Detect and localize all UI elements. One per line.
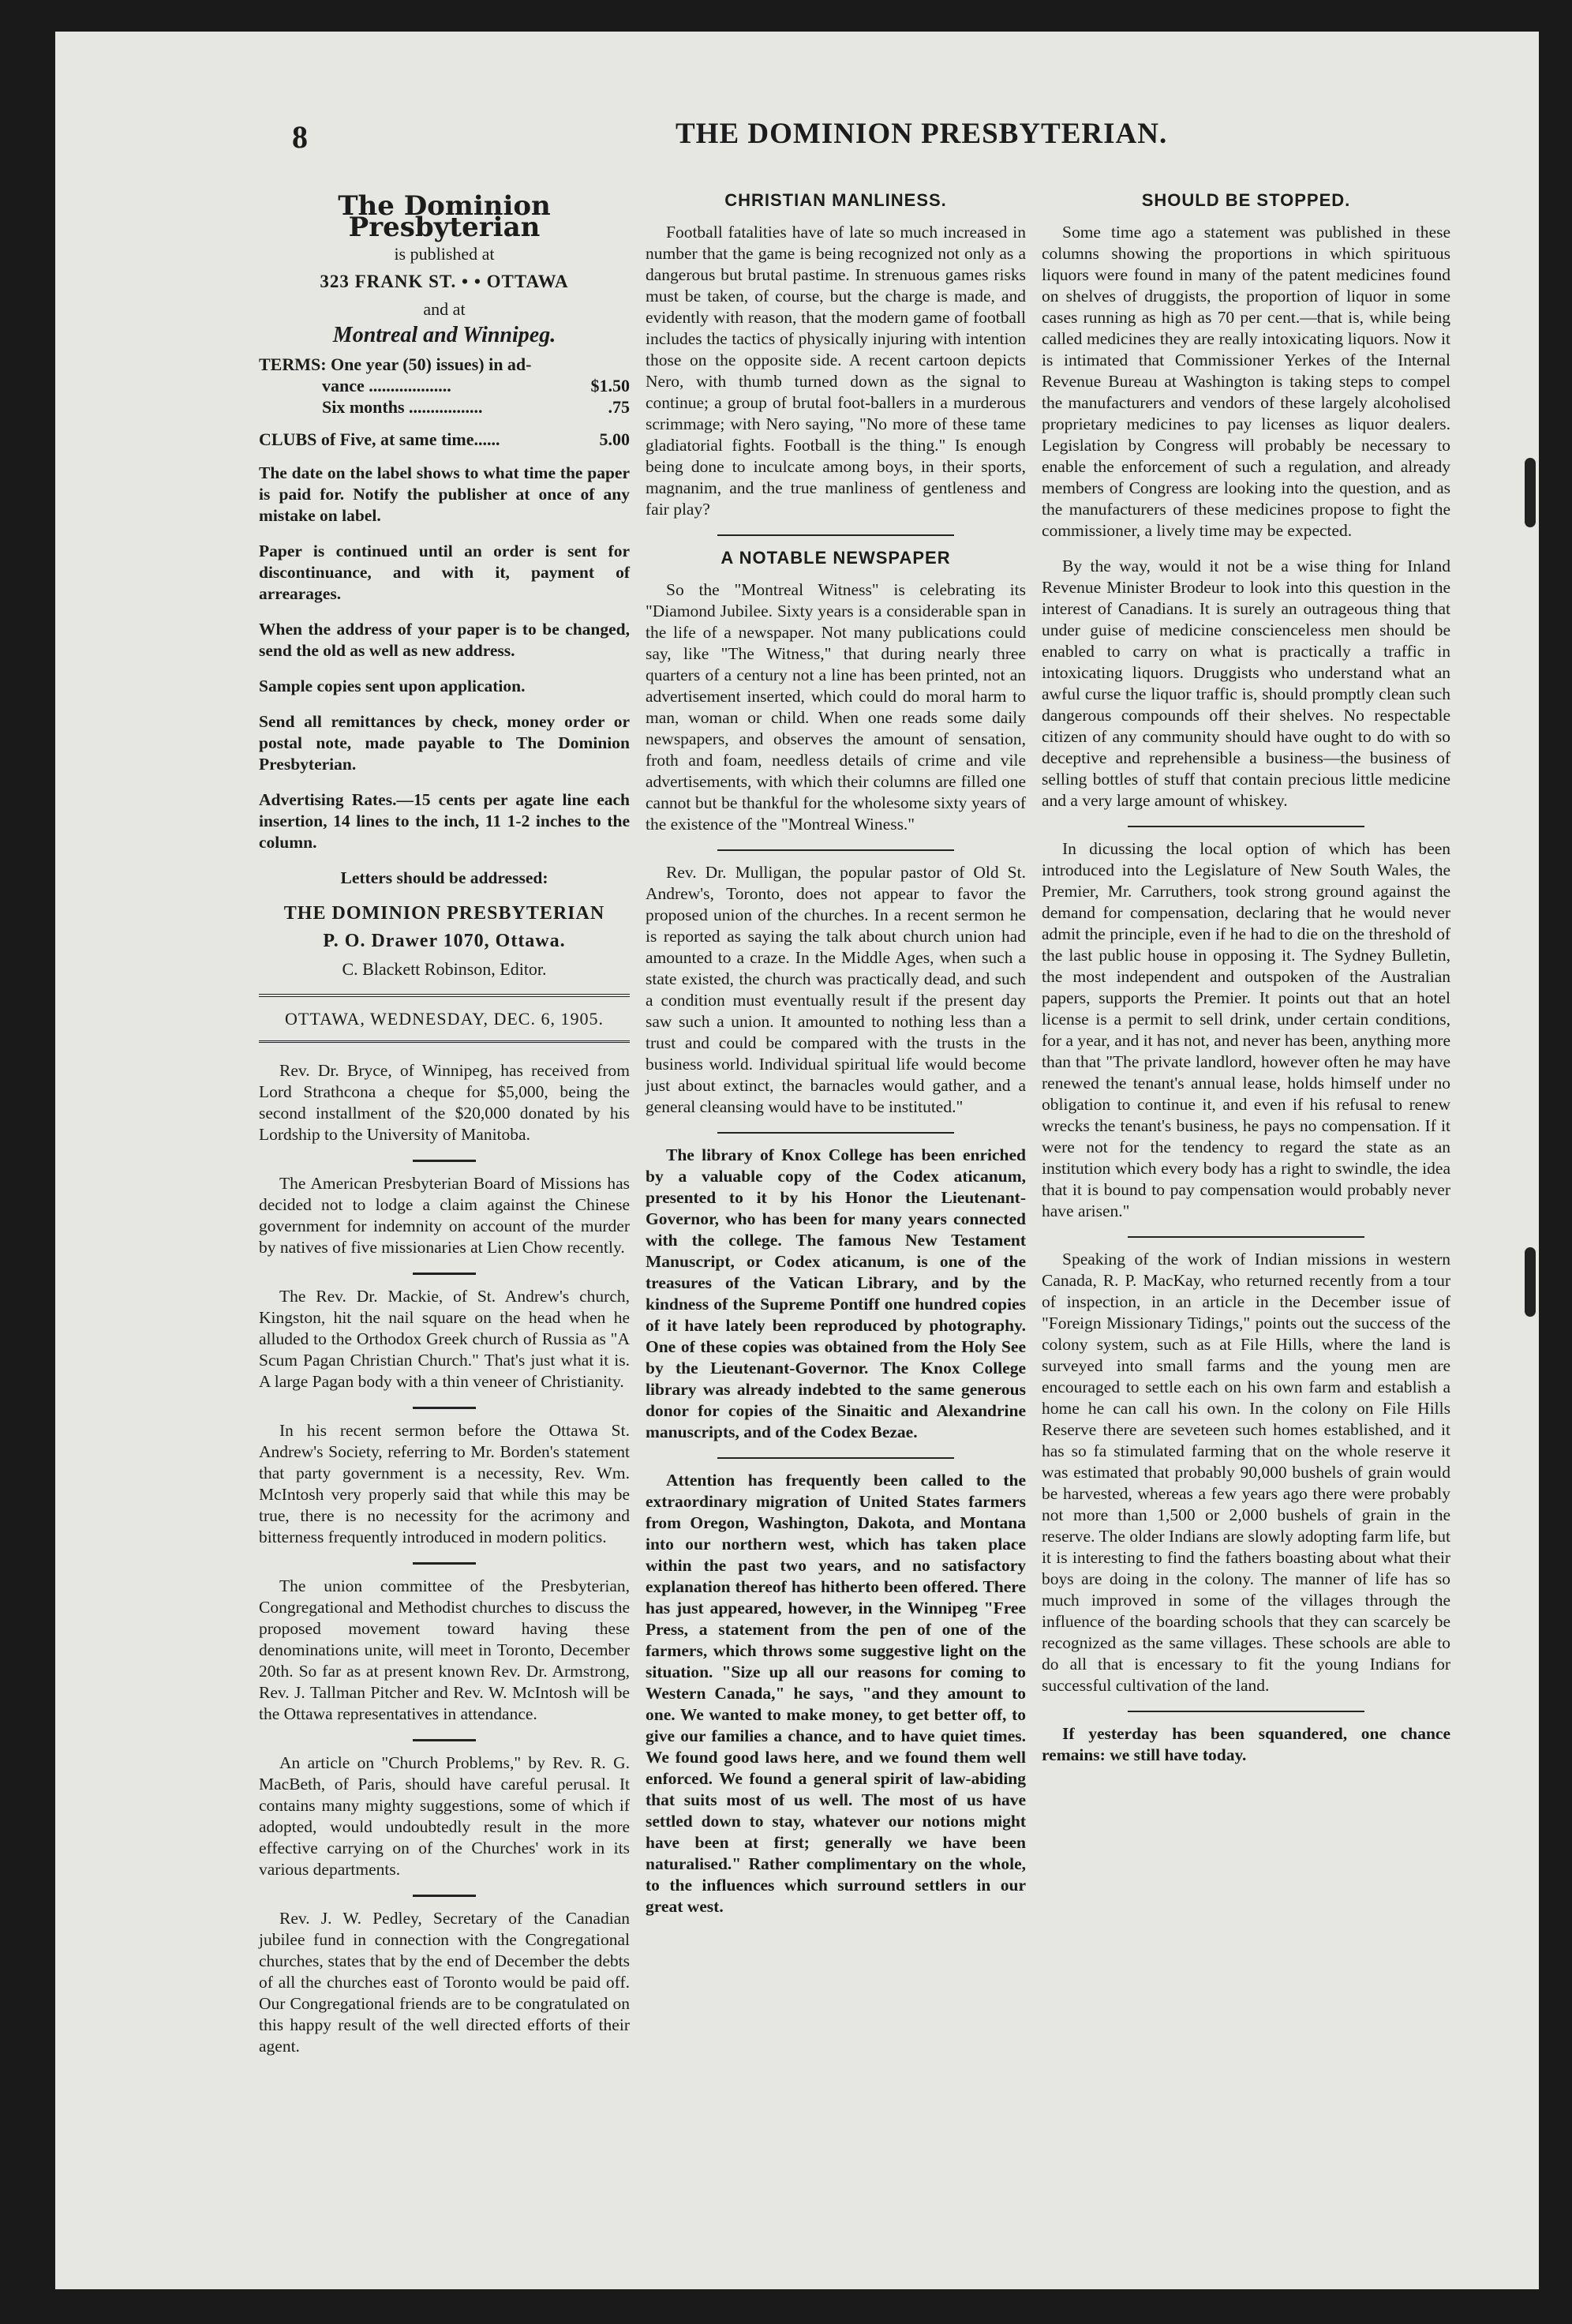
page-number: 8 — [292, 119, 308, 155]
notice-address: When the address of your paper is to be changed, send the old as well as new address. — [259, 620, 630, 660]
notice-sample: Sample copies sent upon application. — [259, 677, 526, 695]
divider — [413, 1562, 476, 1565]
heading-should-be-stopped: SHOULD BE STOPPED. — [1141, 190, 1351, 210]
article-paragraph: In dicussing the local option of which has been introduced into the Legislature of New South Wales, the Premier, Mr. Carruthers, took strong ground against the demand for compensation, declaring that he would never admit the principle, even if he had to die on the threshold of the last public house in opposing it. The Sydney Bulletin, the most independent and outspoken of the Australian papers, supports the Premier. It points out that an hotel license is a permit to sell drink, under certain conditions, for a year, and it has not, and never has been, anything more than that "The private landlord, however often he may have renewed the tenant's annual lease, holds himself under no obligation to continue it, and even if his refusal to renew wrecks the tenant's business, he pays no compensation. If it were not for the tendency to regard the state as an institution which every body has a right to swindle, the idea that it is bound to pay compensation would probably never have arisen." — [1042, 839, 1450, 1220]
divider — [413, 1739, 476, 1741]
letters-label: Letters should be addressed: — [340, 868, 548, 887]
notice-label: The date on the label shows to what time the paper is paid for. Notify the publisher at once of any mistake on label. — [259, 463, 630, 525]
six-months-price: .75 — [608, 397, 630, 417]
masthead: THE DOMINION PRESBYTERIAN. — [676, 118, 1168, 150]
news-item: An article on "Church Problems," by Rev. R. G. MacBeth, of Paris, should have careful perusal. It contains many mighty suggestions, some of which if adopted, would undoubtedly result in the more effective carrying on of the Churches' work in its various departments. — [259, 1753, 630, 1879]
clubs: CLUBS of Five, at same time...... — [259, 429, 500, 449]
po-box: P. O. Drawer 1070, Ottawa. — [323, 931, 566, 951]
divider — [1128, 1711, 1364, 1712]
terms-year-price: $1.50 — [590, 376, 630, 395]
divider — [717, 1132, 954, 1134]
divider — [717, 534, 954, 536]
article-paragraph: By the way, would it not be a wise thing for Inland Revenue Minister Brodeur to look into this question in the interest of Canadians. It is surely an outrageous thing that under guise of medicine conscienceless men should be enabled to carry on what is practically a traffic in intoxicating liquors. Druggists who understand what an awful curse the liquor traffic is, should promptly clean such dangerous compounds off their shelves. No respectable citizen of any community should have ought to do with so deceptive and reprehensible a business—the business of selling bottles of stuff that contain precious little medicine and a very large amount of whiskey. — [1042, 557, 1450, 810]
article-paragraph: Football fatalities have of late so much increased in number that the game is being recognized not only as a dangerous but brutal pastime. In strenuous games risks must be taken, of course, but the charge is made, and evidently with reason, that the modern game of football includes the tactics of physically injuring with intention those on the opposite side. A recent cartoon depicts Nero, with thumb turned down as the signal to continue; a group of brutal foot-ballers in a murderous scrimmage; with Nero saying, "No more of these tame gladiatorial fights. Football is the thing." Is enough being done to inculcate among boys, in their sports, magnanim, and the true manliness of gentleness and fair play? — [646, 223, 1026, 519]
news-item: The American Presbyterian Board of Missions has decided not to lodge a claim against the Chinese government for indemnity on account of the murder by natives of five missionaries at Lien Chow recently. — [259, 1174, 630, 1257]
divider — [413, 1895, 476, 1897]
published-at: is published at — [394, 244, 495, 264]
publisher-notices — [259, 463, 630, 889]
heading-christian-manliness: CHRISTIAN MANLINESS. — [724, 190, 947, 210]
address: 323 FRANK ST. • • OTTAWA — [320, 272, 569, 291]
divider — [413, 1407, 476, 1409]
news-item: The Rev. Dr. Mackie, of St. Andrew's church, Kingston, hit the nail square on the head when he alluded to the Orthodox Greek church of Russia as "A Scum Pagan Christian Church." That's just what it is. A large Pagan body with a thin veneer of Christianity. — [259, 1287, 630, 1391]
heading-notable-newspaper: A NOTABLE NEWSPAPER — [720, 548, 951, 568]
newspaper-page — [55, 32, 1539, 2289]
binding-mark — [1525, 458, 1536, 527]
news-item: The union committee of the Presbyterian, Congregational and Methodist churches to discuss the proposed movement toward having these denominations unite, will meet in Toronto, December 20th. So far as at present known Rev. Dr. Armstrong, Rev. J. Tallman Pitcher and Rev. W. McIntosh will be the Ottawa representatives in attendance. — [259, 1576, 630, 1723]
binding-mark — [1525, 1247, 1536, 1317]
paper-title: The Dominion Presbyterian — [338, 190, 551, 243]
divider — [717, 849, 954, 851]
article-paragraph: Some time ago a statement was published in these columns showing the proportions in which spirituous liquors were found in many of the patent medicines found on shelves of druggists, the proportion of liquor in some cases running as high as 70 per cent.—that is, while being called medicines they are really intoxicating liquors. Now it is intimated that Commissioner Yerkes of the Internal Revenue Bureau at Washington is taking steps to compel the manufacturers and vendors of these largely alcoholised proprietary medicines to pay licenses as liquor dealers. Legislation by Congress will probably be necessary to enable the enforcement of such a regulation, and already members of Congress are looking into the question, and as the manufacturers of these medicines propose to fight the commissioner, a lively time may be expected. — [1042, 223, 1450, 540]
news-item: In his recent sermon before the Ottawa St. Andrew's Society, referring to Mr. Borden's statement that party government is a necessity, Rev. Wm. McIntosh very properly said that while this may be true, there is no necessity for the acrimony and bitterness frequently introduced in modern politics. — [259, 1421, 630, 1546]
cities: Montreal and Winnipeg. — [332, 323, 556, 347]
terms-label: TERMS: One year (50) issues) in ad- — [259, 354, 532, 374]
dateline: OTTAWA, WEDNESDAY, DEC. 6, 1905. — [259, 994, 630, 1043]
divider — [1128, 826, 1364, 827]
six-months: Six months ................. — [322, 397, 483, 417]
divider — [413, 1160, 476, 1162]
clubs-price: 5.00 — [599, 429, 630, 449]
letters-to: THE DOMINION PRESBYTERIAN — [283, 903, 605, 924]
closing-quote: If yesterday has been squandered, one chance remains: we still have today. — [1042, 1724, 1450, 1764]
notice-continued: Paper is continued until an order is sent for discontinuance, and with it, payment of arrearages. — [259, 542, 630, 603]
divider — [413, 1273, 476, 1275]
notice-remit: Send all remittances by check, money order or postal note, made payable to The Dominion Presbyterian. — [259, 712, 630, 774]
divider — [1128, 1236, 1364, 1238]
article-paragraph: Attention has frequently been called to the extraordinary migration of United States farmers from Oregon, Washington, Dakota, and Montana into our northern west, which has taken place within the past two years, and no satisfactory explanation thereof has hitherto been offered. There has just appeared, however, in the Winnipeg "Free Press, a statement from the pen of one of the farmers, which throws some suggestive light on the situation. "Size up all our reasons for coming to Western Canada," he says, "and they amount to one. We wanted to make money, to get better off, to give our families a chance, and to have quiet times. We found good laws here, and we found them well enforced. We found a general spirit of law-abiding that suits most of us well. The most of us have settled down to stay, whatever our notions might have been at first; generally we have been naturalised." Rather complimentary on the whole, to the influences which surround settlers in our great west. — [646, 1471, 1026, 1916]
news-item: Rev. J. W. Pedley, Secretary of the Canadian jubilee fund in connection with the Congregational churches, states that by the end of December the debts of all the churches east of Toronto would be paid off. Our Congregational friends are to be congratulated on this happy result of the well directed efforts of their agent. — [259, 1909, 630, 2056]
and-at: and at — [423, 299, 466, 319]
article-paragraph: The library of Knox College has been enriched by a valuable copy of the Codex aticanum, presented to it by his Honor the Lieutenant-Governor, who has been for many years connected with the college. The famous New Testament Manuscript, or Codex aticanum, is one of the treasures of the Vatican Library, and by the kindness of the Supreme Pontiff one hundred copies of it have lately been reproduced by photography. One of these copies was obtained from the Holy See by the Lieutenant-Governor. The Knox College library was already indebted to the same generous donor for copies of the Sinaitic and Alexandrine manuscripts, and of the Codex Bezae. — [646, 1145, 1026, 1441]
editor: C. Blackett Robinson, Editor. — [342, 959, 547, 979]
column-left — [259, 189, 630, 2071]
article-paragraph: Rev. Dr. Mulligan, the popular pastor of Old St. Andrew's, Toronto, does not appear to favor the proposed union of the churches. In a recent sermon he is reported as saying the talk about church union had amounted to a craze. In the Middle Ages, when such a state existed, the church was practically dead, and such a condition must eventually result if the present day saw such a union. It amounted to nothing less than a trust and could be compared with the trusts in the business world. Individual spiritual life would become just about extinct, the barnacles would gather, and a general cleansing would have to be instituted." — [646, 863, 1026, 1116]
column-right — [1042, 189, 1450, 1780]
news-item: Rev. Dr. Bryce, of Winnipeg, has received from Lord Strathcona a cheque for $5,000, being the second installment of the $20,000 donated by his Lordship to the University of Manitoba. — [259, 1061, 630, 1144]
terms-vance: vance ................... — [322, 376, 451, 395]
notice-ads: Advertising Rates.—15 cents per agate line each insertion, 14 lines to the inch, 11 1-2 inches to the column. — [259, 790, 630, 852]
divider — [717, 1457, 954, 1459]
article-paragraph: Speaking of the work of Indian missions in western Canada, R. P. MacKay, who returned recently from a tour of inspection, in an article in the December issue of "Foreign Missionary Tidings," points out the success of the colony system, such as at File Hills, where the land is surveyed into small farms and the young men are encouraged to settle each on his own farm and establish a home he can call his own. In the colony on File Hills Reserve there are seveteen such homes established, and it has so fa stimulated farming that on the whole reserve it was estimated that probably 90,000 bushels of grain would be harvested, whereas a few years ago there were probably not more than 1,500 or 2,000 bushels of grain in the reserve. The older Indians are slowly adopting farm life, but it is interesting to find the fathers boasting about what their boys are doing in the colony. The manner of life has so much improved in some of the villages through the influence of the boarding schools that they can scarcely be recognized as the same villages. These schools are able to do all that is encessary to fit the young Indians for successful cultivation of the land. — [1042, 1250, 1450, 1695]
column-middle — [646, 189, 1026, 1932]
article-paragraph: So the "Montreal Witness" is celebrating its "Diamond Jubilee. Sixty years is a considerable span in the life of a newspaper. Not many publications could say, like "The Witness," that during nearly three quarters of a century not a line has been printed, not an advertisement inserted, which could do moral harm to man, woman or child. When one reads some daily newspapers, and observes the amount of sensation, froth and foam, needless details of crime and vile advertisements, with which their columns are filled one cannot but be thankful for the wholesome sixty years of the existence of the "Montreal Winess." — [646, 580, 1026, 834]
subscription-terms — [259, 354, 630, 450]
